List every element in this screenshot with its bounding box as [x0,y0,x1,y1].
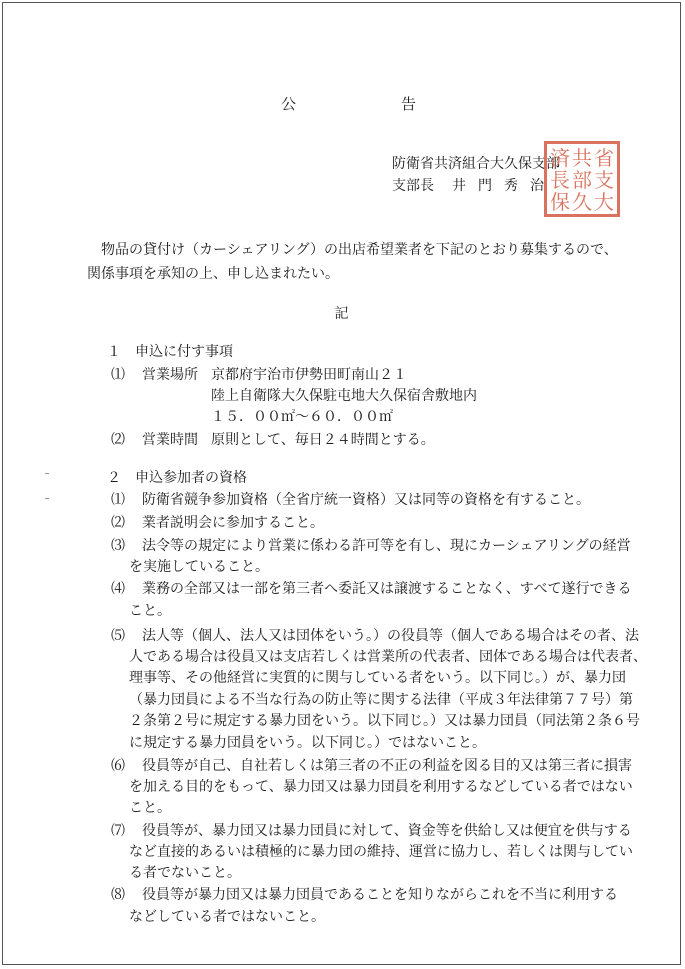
s2-item6-line2: を加える目的をもって、暴力団又は暴力団員を利用するなどしている者ではない [129,779,633,795]
section1-heading: １ 申込に付す事項 [107,344,233,360]
document-page [2,2,681,965]
intro-line-1: 物品の貸付け（カーシェアリング）の出店希望業者を下記のとおり募集するので、 [101,242,618,258]
s2-item5-line2: 人である場合は役員又は支店若しくは営業所の代表者、団体である場合は代表者、 [129,649,647,665]
s2-item4-line2: こと。 [129,603,171,619]
s2-item7-line2: など直接的あるいは積極的に暴力団の維持、運営に協力し、若しくは関与してい [129,844,633,860]
s2-item4-line1: 業務の全部又は一部を第三者へ委託又は譲渡することなく、すべて遂行できる [142,581,632,597]
s2-item5-line3: 理事等、その他経営に実質的に関与している者をいう。以下同じ。）が、暴力団 [129,670,626,686]
issuer-org: 防衛省共済組合大久保支部 [392,156,560,172]
s1-item1-label: 営業場所 [142,367,198,383]
s2-item4-num: ⑷ [111,581,125,597]
issuer-role: 支部長 [392,178,434,194]
s2-item8-line2: などしている者ではないこと。 [129,909,325,925]
s1-item2-line1: 原則として、毎日２４時間とする。 [211,432,435,448]
issuer-name: 井 門 秀 治 [452,178,544,194]
s2-item2-line1: 業者説明会に参加すること。 [142,515,324,531]
s2-item6-num: ⑹ [111,758,125,774]
s2-item5-line4: （暴力団員による不当な行為の防止等に関する法律（平成３年法律第７７号）第 [129,692,633,708]
s2-item3-line2: を実施していること。 [129,559,269,575]
s2-item3-line1: 法令等の規定により営業に係わる許可等を有し、現にカーシェアリングの経営 [142,538,631,554]
s1-item2-num: ⑵ [111,432,125,448]
s2-item5-line1: 法人等（個人、法人又は団体をいう。）の役員等（個人である場合はその者、法 [142,628,639,644]
s2-item8-num: ⑻ [111,887,125,903]
s1-item1-line1: 京都府宇治市伊勢田町南山２１ [211,367,407,383]
s2-item7-line1: 役員等が、暴力団又は暴力団員に対して、資金等を供給し又は便宜を供与する [142,823,632,839]
s1-item2-label: 営業時間 [142,432,198,448]
title-char-1: 公 [281,95,297,113]
s2-item2-num: ⑵ [111,515,125,531]
s1-item1-line3: １５．００㎡～６０．００㎡ [211,409,393,425]
s2-item5-line5: ２条第２号に規定する暴力団をいう。以下同じ。）又は暴力団員（同法第２条６号 [129,713,640,729]
s2-item8-line1: 役員等が暴力団又は暴力団員であることを知りながらこれを不当に利用する [142,887,618,903]
s2-item5-line6: に規定する暴力団員をいう。以下同じ。）ではないこと。 [129,735,486,751]
s2-item7-line3: る者でないこと。 [129,865,241,881]
s2-item1-line1: 防衛省競争参加資格（全省庁統一資格）又は同等の資格を有すること。 [142,492,590,508]
s2-item6-line1: 役員等が自己、自社若しくは第三者の不正の利益を図る目的又は第三者に損害 [142,758,632,774]
s2-item7-num: ⑺ [111,823,125,839]
issuer-signature [392,175,556,195]
s1-item1-line2: 陸上自衛隊大久保駐屯地大久保宿舎敷地内 [211,388,477,404]
ki-heading: 記 [334,306,349,322]
s2-item6-line3: こと。 [129,800,171,816]
section2-heading: ２ 申込参加者の資格 [107,470,247,486]
intro-line-2: 関係事項を承知の上、申し込まれたい。 [87,266,339,282]
s2-item1-num: ⑴ [111,492,125,508]
scan-mark [45,473,49,474]
s2-item3-num: ⑶ [111,538,125,554]
title-char-2: 告 [401,95,417,113]
s1-item1-num: ⑴ [111,367,125,383]
s2-item5-num: ⑸ [111,628,125,644]
official-seal-stamp: 済 共 省 長 部 支 保 久 大 [544,141,620,217]
scan-mark [45,498,49,499]
